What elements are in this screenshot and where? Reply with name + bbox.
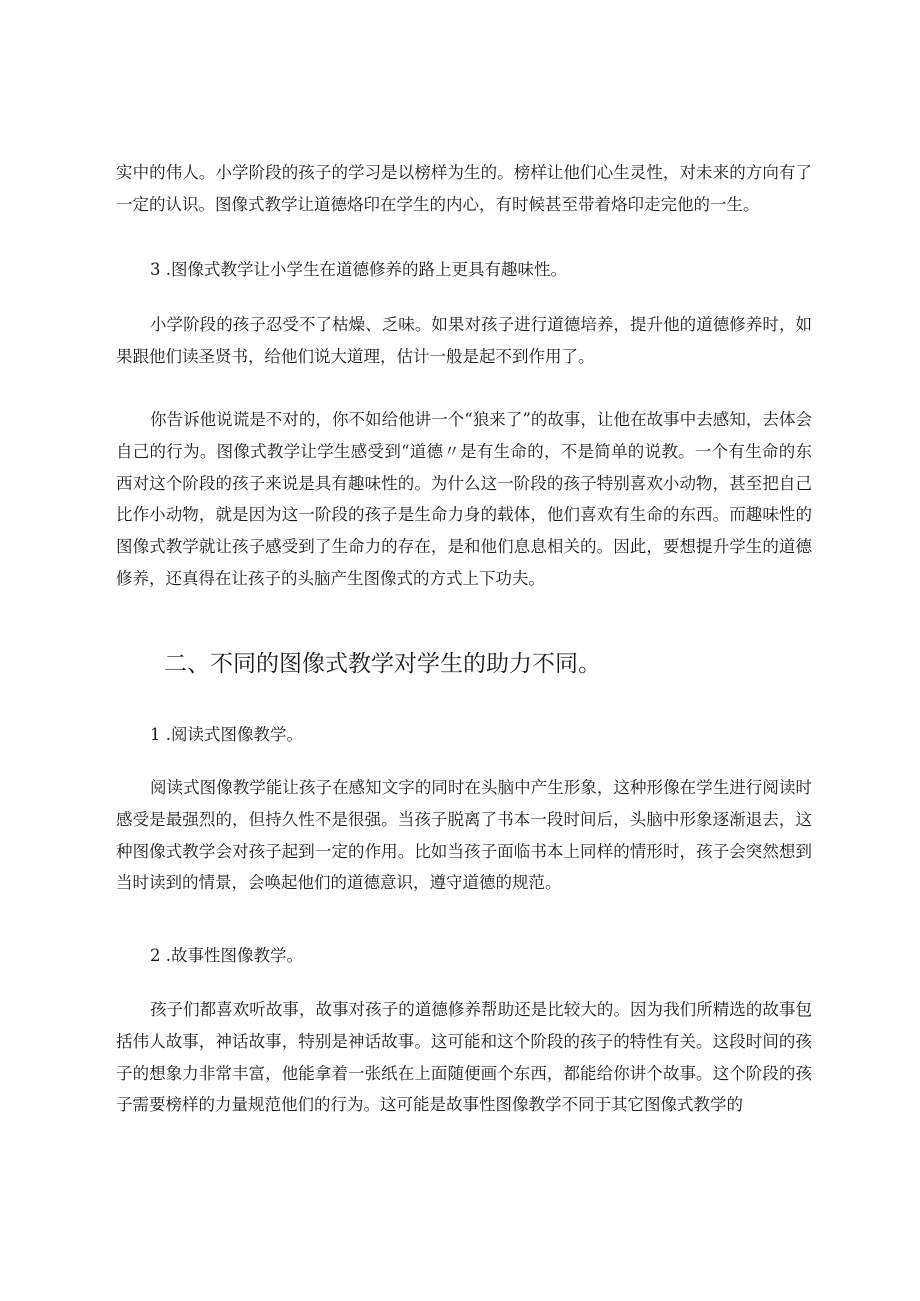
paragraph-story-teaching: 孩子们都喜欢听故事，故事对孩子的道德修养帮助还是比较大的。因为我们所精选的故事包括伟人故事，神话故事，特别是神话故事。这可能和这个阶段的孩子的特性有关。这段时间的孩子的想象力非常丰富，他能拿着一张纸在上面随便画个东西，都能给你讲个故事。这个阶段的孩子需要榜样的力量规范他们的行为。这可能是故事性图像教学不同于其它图像式教学的 [116, 1000, 812, 1115]
paragraph-boredom: 小学阶段的孩子忍受不了枯燥、乏味。如果对孩子进行道德培养，提升他的道德修养时，如果跟他们读圣贤书，给他们说大道理，估计一般是起不到作用了。 [116, 315, 812, 366]
paragraph-continuation: 实中的伟人。小学阶段的孩子的学习是以榜样为生的。榜样让他们心生灵性，对未来的方向有了一定的认识。图像式教学让道德烙印在学生的内心，有时候甚至带着烙印走完他的一生。 [116, 163, 812, 214]
paragraph-wolf-story: 你告诉他说谎是不对的，你不如给他讲一个“狼来了”的故事，让他在故事中去感知，去体会自己的行为。图像式教学让学生感受到“道德〃是有生命的，不是简单的说教。一个有生命的东西对这个阶段的孩子来说是具有趣味性的。为什么这一阶段的孩子特别喜欢小动物，甚至把自己比作小动物，就是因为这一阶段的孩子是生命力身的载体，他们喜欢有生命的东西。而趣味性的图像式教学就让孩子感受到了生命力的存在，是和他们息息相关的。因此，要想提升学生的道德修养，还真得在让孩子的头脑产生图像式的方式上下功夫。 [116, 410, 812, 588]
subheading-3: 3 .图像式教学让小学生在道德修养的路上更具有趣味性。 [150, 260, 567, 279]
subheading-1: 1 .阅读式图像教学。 [150, 725, 303, 744]
subheading-2: 2 .故事性图像教学。 [150, 946, 303, 965]
section-heading-2: 二、不同的图像式教学对学生的助力不同。 [164, 651, 601, 677]
paragraph-reading-teaching: 阅读式图像教学能让孩子在感知文字的同时在头脑中产生形象，这种形像在学生进行阅读时感受是最强烈的，但持久性不是很强。当孩子脱离了书本一段时间后，头脑中形象逐渐退去，这种图像式教学会对孩子起到一定的作用。比如当孩子面临书本上同样的情形时，孩子会突然想到当时读到的情景，会唤起他们的道德意识，遵守道德的规范。 [116, 778, 812, 893]
